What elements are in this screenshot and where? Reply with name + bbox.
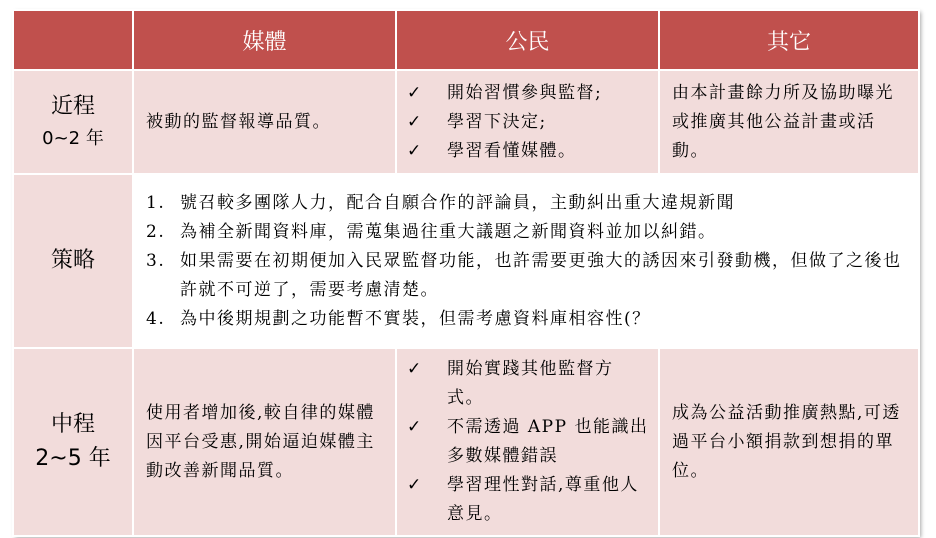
check-icon: ✓ <box>407 475 423 495</box>
check-icon: ✓ <box>407 140 423 161</box>
near-term-heading <box>13 70 133 174</box>
list-item: ✓ 學習看懂媒體。 <box>407 137 650 166</box>
header-media: 媒體 <box>133 10 396 70</box>
mid-term-other <box>659 348 919 536</box>
row-mid-term <box>13 348 919 536</box>
list-item: ✓ 不需透過 APP 也能識出多數媒體錯誤 <box>407 413 650 471</box>
near-term-other-text: 由本計畫餘力所及協助曝光或推廣其他公益計畫或活動。 <box>672 82 894 161</box>
strategy-title: 策略 <box>50 248 95 273</box>
near-term-citizen <box>396 70 659 174</box>
check-icon: ✓ <box>407 111 423 132</box>
row-near-term <box>13 70 919 174</box>
row-strategy <box>13 174 919 348</box>
near-term-years: 0~2 年 <box>42 128 104 149</box>
list-item: ✓ 學習下決定; <box>407 108 650 137</box>
check-icon: ✓ <box>407 417 423 437</box>
mid-term-citizen-list <box>397 355 658 529</box>
list-item: ✓ 開始習慣參與監督; <box>407 79 650 108</box>
strategy-content <box>133 174 919 348</box>
list-item: 1. 號召較多團隊人力，配合自願合作的評論員，主動糾出重大違規新聞 <box>146 192 735 213</box>
near-term-other <box>659 70 919 174</box>
mid-term-citizen <box>396 348 659 536</box>
plan-table <box>12 9 920 537</box>
near-term-media <box>133 70 396 174</box>
header-blank <box>13 10 133 70</box>
mid-term-title: 中程 <box>50 412 95 437</box>
list-item: 3. 如果需要在初期便加入民眾監督功能，也許需要更強大的誘因來引發動機，但做了之後也許就不可逆了，需要考慮清楚。 <box>146 250 902 300</box>
list-item: 2. 為補全新聞資料庫，需蒐集過往重大議題之新聞資料並加以糾錯。 <box>146 221 717 242</box>
strategy-heading <box>13 174 133 348</box>
mid-term-years: 2~5 年 <box>35 446 111 471</box>
strategy-list <box>134 189 918 334</box>
header-row <box>13 10 919 70</box>
header-citizen: 公民 <box>396 10 659 70</box>
mid-term-media <box>133 348 396 536</box>
check-icon: ✓ <box>407 359 423 379</box>
near-term-media-text: 被動的監督報導品質。 <box>146 111 331 132</box>
mid-term-media-text: 使用者增加後,較自律的媒體因平台受惠,開始逼迫媒體主動改善新聞品質。 <box>146 402 375 481</box>
list-item: ✓ 開始實踐其他監督方式。 <box>407 355 650 413</box>
mid-term-other-text: 成為公益活動推廣熱點,可透過平台小額捐款到想捐的單位。 <box>672 402 901 481</box>
mid-term-heading <box>13 348 133 536</box>
list-item: 4. 為中後期規劃之功能暫不實裝，但需考慮資料庫相容性(？ <box>146 308 651 329</box>
check-icon: ✓ <box>407 82 423 103</box>
near-term-title: 近程 <box>50 94 95 119</box>
plan-table-container <box>12 9 918 535</box>
near-term-citizen-list <box>397 79 658 166</box>
header-other: 其它 <box>659 10 919 70</box>
list-item: ✓ 學習理性對話,尊重他人意見。 <box>407 471 650 529</box>
